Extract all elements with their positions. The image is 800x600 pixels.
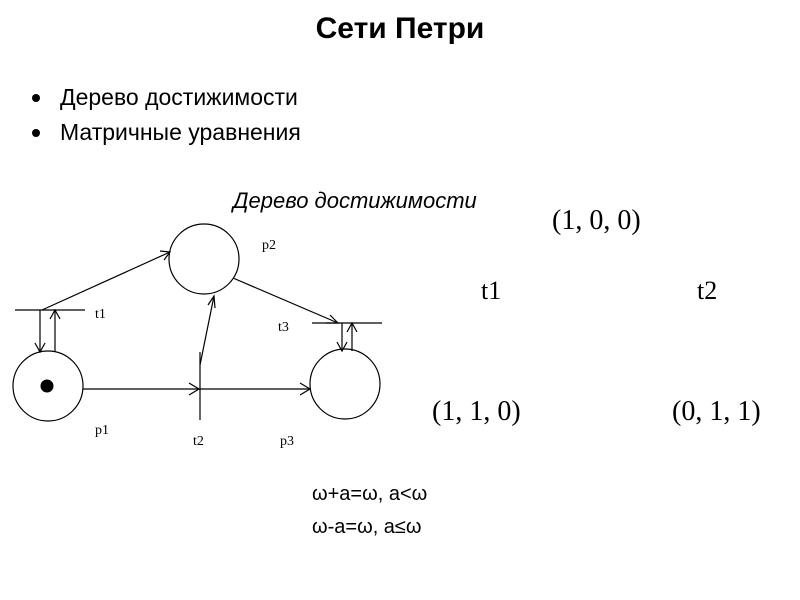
- label-t3: t3: [278, 320, 289, 335]
- place-p2: [169, 224, 239, 294]
- label-t1: t1: [95, 307, 106, 322]
- token-p1: [41, 380, 54, 393]
- label-p3: p3: [280, 434, 294, 449]
- tree-leaf-state-left: (1, 1, 0): [432, 396, 521, 427]
- tree-leaf-state-right: (0, 1, 1): [672, 396, 761, 427]
- arc-t2-p2: [200, 296, 214, 365]
- bullet-reachability-tree: Дерево достижимости: [28, 80, 301, 115]
- bullet-matrix-equations: Матричные уравнения: [28, 115, 301, 150]
- place-p3: [310, 349, 380, 419]
- slide-title: Сети Петри: [315, 12, 485, 45]
- tree-edge-t1: t1: [481, 276, 502, 305]
- label-p1: p1: [95, 423, 109, 438]
- tree-edge-t2: t2: [697, 276, 718, 305]
- tree-root-state: (1, 0, 0): [552, 205, 641, 236]
- omega-rule-add: ω+a=ω, a<ω: [312, 483, 428, 505]
- arc-t1-p2: [42, 252, 170, 310]
- label-t2: t2: [193, 434, 204, 449]
- omega-rule-subtract: ω-a=ω, a≤ω: [312, 516, 422, 538]
- reachability-tree-heading: Дерево достижимости: [233, 188, 477, 213]
- arc-p2-t3: [233, 278, 338, 323]
- label-p2: p2: [262, 238, 276, 253]
